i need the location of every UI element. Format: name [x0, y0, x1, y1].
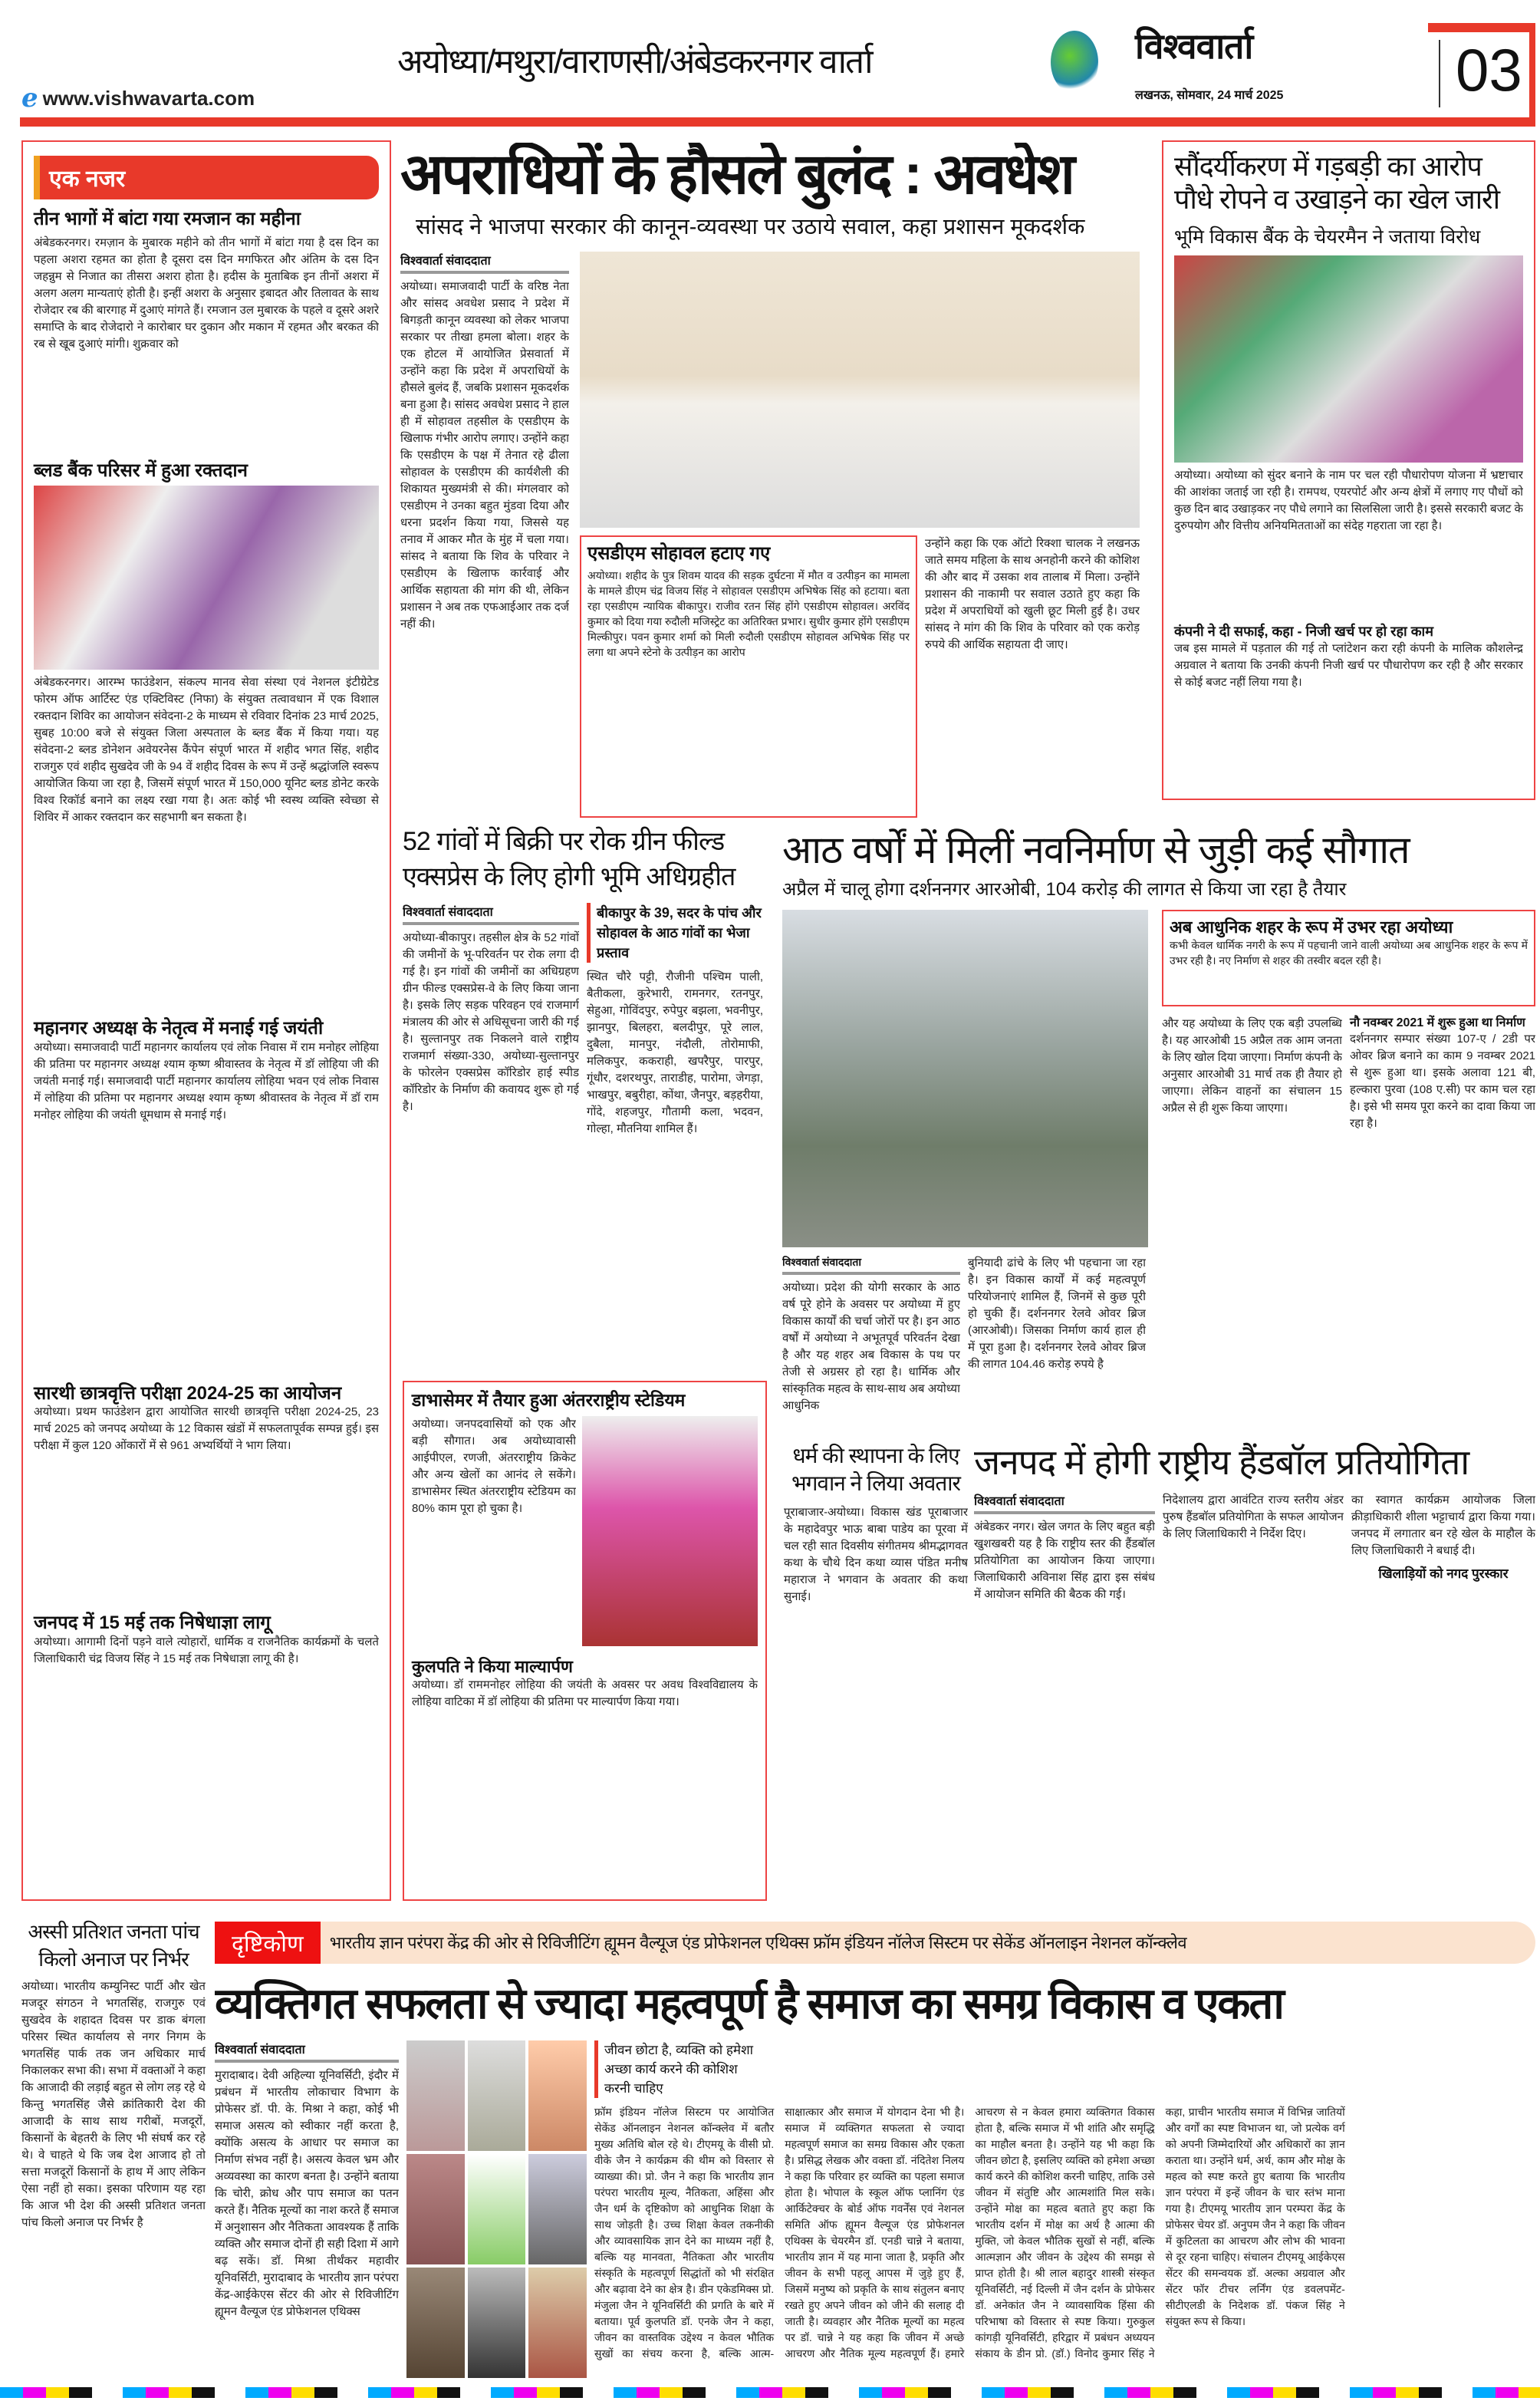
- aath-side: [1350, 1016, 1535, 1427]
- byline: विश्ववार्ता संवाददाता: [215, 2040, 399, 2063]
- sdm-removed-box: [580, 535, 917, 818]
- plantation-photo: [1174, 255, 1523, 463]
- box-body: कभी केवल धार्मिक नगरी के रूप में पहचानी जाने वाली अयोध्या अब आधुनिक शहर के रूप में उभर रही है। नए निर्माण से शहर की तस्वीर बदल रही है।: [1170, 938, 1528, 967]
- handball-story: [974, 1492, 1535, 1902]
- page-number-box: [1428, 23, 1535, 127]
- official-portrait-photo: [582, 1416, 758, 1646]
- dateline: लखनऊ, सोमवार, 24 मार्च 2025: [1135, 89, 1284, 102]
- story52: [403, 903, 767, 1373]
- box-body: अयोध्या। शहीद के पुत्र शिवम यादव की सड़क दुर्घटना में मौत व उत्पीड़न का मामला के मामले डीएम चंद्र विजय सिंह ने सोहावल एसडीएम अभिषेक सिंह को हटाया। बता रहा एसडीएम न्यायिक बीकापुर। राजीव रतन सिंह होंगे एसडीएम सोहावल। अरविंद कुमार को दिया गया रुदौली मजिस्ट्रेट का अतिरिक्त प्रभार। सुधीर कुमार होंगे एसडीएम मिल्कीपुर। पवन कुमार शर्मा को मिली रुदौली एसडीएम सोहावल अभिषेक सिंह पर लगा था अपने स्टेनो के उत्पीड़न का आरोप: [587, 568, 910, 658]
- story-body: पूराबाजार-अयोध्या। विकास खंड पूराबाजार के महादेवपुर भाऊ बाबा पाडेय का पूरवा में चल रही सात दिवसीय संगीतमय श्रीमद्भागवत कथा के चौथे दिन कथा व्यास पंडित मनीष महाराज ने भगवान के अवतार की कथा सुनाई।: [784, 1505, 968, 1603]
- masthead: [0, 0, 1540, 130]
- story-body: निदेशालय द्वारा आवंटित राज्य स्तरीय अंडर पुरुष हैंडबॉल प्रतियोगिता के सफल आयोजन के लिए जिलाधिकारी ने निर्देश दिए।: [1163, 1493, 1344, 1540]
- byline: विश्ववार्ता संवाददाता: [974, 1492, 1155, 1514]
- box-body: अयोध्या। जनपदवासियों को एक और बड़ी सौगात। अब अयोध्यावासी आईपीएल, रणजी, अंतरराष्ट्रीय क्रिकेट और अन्य खेलों का आनंद ले सकेंगे। डाभासेमर स्थित अंतरराष्ट्रीय स्टेडियम का 80% काम पूरा हो चुका है।: [412, 1418, 577, 1516]
- story-body: मुरादाबाद। देवी अहिल्या यूनिवर्सिटी, इंदौर में प्रबंधन में भारतीय लोकाचार विभाग के प्रोफेसर डॉ. पी. के. मिश्रा ने कहा, कोई भी समाज असत्य को स्वीकार नहीं करता है, क्योंकि असत्य के आधार पर समाज का निर्माण संभव नहीं है। असत्य केवल भ्रम और अव्यवस्था का कारण बनता है। उन्होंने बताया कि चोरी, क्रोध और पाप समाज का पतन करते हैं। नैतिक मूल्यों का नाश करते हैं समाज में अनुशासन और नैतिकता आवश्यक हैं ताकि व्यक्ति और समाज दोनों ही सही दिशा में आगे बढ़ सकें। डॉ. मिश्रा तीर्थंकर महावीर यूनिवर्सिटी, मुरादाबाद के भारतीय ज्ञान परंपरा केंद्र-आईकेएस सेंटर की ओर से रिविजीटिंग ह्यूमन वैल्यूज एंड प्रोफेशनल एथिक्स: [215, 2069, 399, 2319]
- story-body: अयोध्या। प्रदेश की योगी सरकार के आठ वर्ष पूरे होने के अवसर पर अयोध्या में हुए विकास कार्यों की चर्चा जोरों पर है। इन आठ वर्षों में अयोध्या ने अभूतपूर्व परिवर्तन देखा है और यह शहर अब विकास के पथ पर तेजी से अग्रसर हो रहा है। धार्मिक और सांस्कृतिक महत्व के साथ-साथ अब अयोध्या आधुनिक: [782, 1281, 960, 1413]
- story-title: महानगर अध्यक्ष के नेतृत्व में मनाई गई जयंती: [34, 1018, 324, 1039]
- lead-block: [400, 143, 1152, 818]
- bottom-story: [215, 2040, 1535, 2378]
- box-title: एसडीएम सोहावल हटाए गए: [587, 543, 771, 565]
- box-body: अयोध्या। डॉ राममनोहर लोहिया की जयंती के अवसर पर अवध विश्वविद्यालय के लोहिया वाटिका में डॉ लोहिया की प्रतिमा पर माल्यार्पण किया गया।: [412, 1678, 758, 1708]
- story-headline: अस्सी प्रतिशत जनता पांच किलो अनाज पर निर्भर: [28, 1920, 199, 1971]
- story-body: अंबेडकर नगर। खेल जगत के लिए बहुत बड़ी खुशखबरी यह है कि राष्ट्रीय स्तर की हैंडबॉल प्रतियोगिता का आयोजन किया जाएगा। जिलाधिकारी अविनाश सिंह द्वारा इस संबंध में आयोजन समिति की बैठक की गई।: [974, 1520, 1155, 1601]
- registration-bar: [0, 2387, 1540, 2398]
- story-headline: धर्म की स्थापना के लिए भगवान ने लिया अवतार: [791, 1444, 961, 1496]
- story-body: अंबेडकरनगर। आरम्भ फाउंडेशन, संकल्प मानव सेवा संस्था एवं नेशनल इंटीग्रेटेड फोरम ऑफ आर्टिस्ट एंड एक्टिविस्ट (निफा) के संयुक्त तत्वावधान में एक विशाल रक्तदान शिविर का आयोजन संवेदना-2 के माध्यम से रविवार दिनांक 23 मार्च 2025, सुबह 10:00 बजे से संयुक्त जिला अस्पताल के ब्लड बैंक में किया गया। यह संवेदना-2 ब्लड डोनेशन अवेयरनेस कैंपेन संपूर्ण भारत में शहीद भगत सिंह, शहीद राजगुरु एवं शहीद सुखदेव जी के 94 वें शहीद दिवस के रूप में उन्हें श्रद्धांजलि स्वरूप आयोजित किया जा रहा है, जिसमें संपूर्ण भारत में 150,000 यूनिट ब्लड डोनेट करके विश्व रिकॉर्ड बनाने का लक्ष्य रखा गया है। अतः कोई भी स्वस्थ व्यक्ति स्वेच्छा से शिविर में आकर रक्तदान कर सहभागी बन सकता है।: [34, 676, 379, 825]
- beautification-story: [1162, 140, 1535, 800]
- speaker-photo: [468, 2268, 526, 2378]
- story-headline: सौंदर्यीकरण में गड़बड़ी का आरोप पौधे रोपने व उखाड़ने का खेल जारी: [1174, 150, 1500, 216]
- speaker-photo: [406, 2040, 465, 2151]
- story-title: ब्लड बैंक परिसर में हुआ रक्तदान: [34, 459, 248, 481]
- speaker-photo: [528, 2040, 587, 2151]
- speaker-photo: [528, 2268, 587, 2378]
- story-body: फ्रॉम इंडियन नॉलेज सिस्टम पर आयोजित सेकेंड ऑनलाइन नेशनल कॉन्क्लेव में बतौर मुख्य अतिथि बोल रहे थे। टीएमयू के वीसी प्रो. वीके जैन ने कार्यक्रम की थीम को विस्तार से व्याख्या की। प्रो. जैन ने कहा कि भारतीय ज्ञान परंपरा भारतीय मूल्य, नैतिकता, अहिंसा और जैन धर्म के दृष्टिकोण को आधुनिक शिक्षा के साथ जोड़ती है। उच्च शिक्षा केवल तकनीकी और व्यावसायिक ज्ञान देने का माध्यम नहीं है, बल्कि यह मानवता, नैतिकता और भारतीय संस्कृति के महत्वपूर्ण सिद्धांतों को भी संरक्षित और बढ़ावा देने का क्षेत्र है। डीन एकेडमिक्स प्रो. मंजुला जैन ने यूनिवर्सिटी की प्रगति के बारे में बताया। पूर्व कुलपति डॉ. एनके जैन ने कहा, जीवन का वास्तविक उद्देश्य न केवल भौतिक सुखों का संचय करना है, बल्कि आत्म-साक्षात्कार और समाज में योगदान देना भी है। समाज में व्यक्तिगत सफलता से ज्यादा महत्वपूर्ण समाज का समग्र विकास और एकता है। प्रसिद्ध लेखक और वक्ता डॉ. नंदितेश निलय ने कहा कि परिवार हर व्यक्ति का पहला समाज होता है। भोपाल के स्कूल ऑफ प्लानिंग एंड आर्किटेक्चर के बोर्ड ऑफ गवर्नेंस एवं नेशनल समिति ऑफ ह्यूमन वैल्यूज एंड प्रोफेशनल एथिक्स के चेयरमैन डॉ. एनडी चान्ने ने बताया, भारतीय ज्ञान में यह माना जाता है, प्रकृति और जीवन के सभी पहलू आपस में जुड़े हुए हैं, जिसमें मनुष्य को प्रकृति के साथ संतुलन बनाए रखते हुए अपने जीवन को जीने की सलाह दी जाती है। व्यवहार और नैतिक मूल्यों का महत्व पर डॉ. चान्ने ने यह कहा कि जीवन में अच्छे आचरण और नैतिक मूल्य महत्वपूर्ण हैं। हमारे आचरण से न केवल हमारा व्यक्तिगत विकास होता है, बल्कि समाज में भी शांति और समृद्धि का माहौल बनता है। उन्होंने यह भी कहा कि जीवन छोटा है, इसलिए व्यक्ति को हमेशा अच्छा कार्य करने की कोशिश करनी चाहिए, ताकि उसे जीवन में संतुष्टि और आत्मशांति मिल सके। उन्होंने मोक्ष का महत्व बताते हुए कहा कि भारतीय दर्शन में मोक्ष का अर्थ है आत्मा की मुक्ति, जो केवल भौतिक सुखों से नहीं, बल्कि आत्मज्ञान और जीवन के उद्देश्य की समझ से प्राप्त होती है। श्री लाल बहादुर शास्त्री संस्कृत यूनिवर्सिटी, नई दिल्ली में जैन दर्शन के प्रोफेसर डॉ. अनेकांत जैन ने व्यावसायिक हिंसा की परिभाषा को विस्तार से स्पष्ट किया। गुरुकुल कांगड़ी यूनिवर्सिटी, हरिद्वार में प्रबंधन अध्ययन संकाय के डीन प्रो. (डॉ.) विनोद कुमार सिंह ने कहा, प्राचीन भारतीय समाज में विभिन्न जातियों और वर्गों का स्पष्ट विभाजन था, जो प्रत्येक वर्ग को अपनी जिम्मेदारियों और अधिकारों का ज्ञान कराता था। उन्होंने धर्म, अर्थ, काम और मोक्ष के महत्व को स्पष्ट करते हुए बताया कि भारतीय ज्ञान परंपरा में इन्हें जीवन के चार स्तंभ माना गया है। टीएमयू भारतीय ज्ञान परम्परा केंद्र के प्रोफेसर चेयर डॉ. अनुपम जैन ने कहा कि जीवन में कुटिलता का आचरण और लोभ की भावना से दूर रहना चाहिए। संचालन टीएमयू आईकेएस सेंटर की समन्वयक डॉ. अल्का अग्रवाल और सेंटर फॉर टीचर लर्निंग एंड डवलपमेंट-सीटीएलडी के निदेशक डॉ. पंकज सिंह ने संयुक्त रूप से किया।: [594, 2106, 1345, 2360]
- story-body: अयोध्या। समाजवादी पार्टी महानगर कार्यालय एवं लोक निवास में राम मनोहर लोहिया की प्रतिमा पर महानगर अध्यक्ष श्याम कृष्ण श्रीवास्तव के नेतृत्व में डॉ लोहिया जी की जयंती मनाई गई। समाजवादी पार्टी महानगर कार्यालय लोहिया भवन एवं लोक निवास में लोहिया की प्रतिमा पर महानगर अध्यक्ष श्याम कृष्ण श्रीवास्तव के नेतृत्व में डॉ राम मनोहर लोहिया की जयंती धूमधाम से मनाई गई।: [34, 1040, 379, 1121]
- story-body: का स्वागत कार्यक्रम आयोजक जिला क्रीड़ाधिकारी शीला भट्टाचार्य द्वारा किया गया। जनपद में लगातार बन रहे खेल के माहौल के लिए जिलाधिकारी ने बधाई दी।: [1351, 1493, 1535, 1557]
- story52-block: [403, 825, 767, 1373]
- aath-body-3: और यह अयोध्या के लिए एक बड़ी उपलब्धि है। यह आरओबी 15 अप्रैल तक आम जनता के लिए खोल दिया जाएगा। निर्माण कंपनी के अनुसार आरओबी 31 मार्च तक ही तैयार हो जाएगा। लेकिन वाहनों का संचालन 15 अप्रैल से ही शुरू किया जाएगा।: [1162, 1016, 1342, 1115]
- side-body: दर्शननगर सम्पार संख्या 107-ए / 2डी पर ओवर ब्रिज बनाने का काम 9 नवम्बर 2021 से शुरू हुआ था। इसके अलावा 121 बी, हल्कारा पुरवा (108 ए.सी) पर काम चल रहा है। इसे भी समय पूरा करने का दावा किया जा रहा है।: [1350, 1032, 1535, 1130]
- brand-logo-icon: [1051, 31, 1098, 94]
- aath-subhead: अप्रैल में चालू होगा दर्शननगर आरओबी, 104 करोड़ की लागत से किया जा रहा है तैयार: [782, 878, 1347, 900]
- dharm-story: [784, 1442, 968, 1902]
- pull-quote: बीकापुर के 39, सदर के पांच और सोहावल के आठ गांवों का भेजा प्रस्ताव: [587, 903, 763, 963]
- stadium-box: [403, 1381, 767, 1901]
- box-title: डाभासेमर में तैयार हुआ अंतरराष्ट्रीय स्टेडियम: [412, 1390, 686, 1410]
- box-subtitle: कुलपति ने किया माल्यार्पण: [412, 1657, 573, 1677]
- story-body: अयोध्या। अयोध्या को सुंदर बनाने के नाम पर चल रही पौधारोपण योजना में भ्रष्टाचार की आशंका जताई जा रही है। रामपथ, एयरपोर्ट और अन्य क्षेत्रों में लगाए गए पौधों को कुछ दिन बाद उखाड़कर नए पौधे लगाने का सिलसिला जारी है। इससे सरकारी बजट के दुरुपयोग और वित्तीय अनियमितताओं का संदेह गहराता जा रहा है।: [1174, 469, 1523, 533]
- story-body: अयोध्या। भारतीय कम्युनिस्ट पार्टी और खेत मजदूर संगठन ने भगतसिंह, राजगुरु एवं सुखदेव के शहादत दिवस पर डाक बंगला परिसर स्थित कार्यालय से नगर निगम के भगतसिंह पार्क तक जन अधिकार मार्च निकालकर सभा की। सभा में वक्ताओं ने कहा कि आजादी की लड़ाई बहुत से लोग लड़ रहे थे किन्तु भगतसिंह जैसे क्रांतिकारी देश की आजादी के साथ साथ गरीबों, मजदूरों, किसानों के बेहतरी के लिए भी संघर्ष कर रहे थे। वे चाहते थे कि जब देश आजाद हो तो सत्ता मजदूरों किसानों के हाथ में आए लेकिन ऐसा नहीं हो सका। इसका परिणाम यह रहा कि आज भी देश की अस्सी प्रतिशत जनता पांच किलो अनाज पर निर्भर है: [21, 1979, 206, 2229]
- page-number: 03: [1456, 36, 1522, 104]
- lead-body: अयोध्या। समाजवादी पार्टी के वरिष्ठ नेता और सांसद अवधेश प्रसाद ने प्रदेश में बिगड़ती कानून व्यवस्था को लेकर भाजपा सरकार पर तीखा हमला बोला। शहर के एक होटल में आयोजित प्रेसवार्ता में उन्होंने कहा कि प्रदेश में अपराधियों के हौसले बुलंद हैं, जबकि प्रशासन मूकदर्शक बना हुआ है। सांसद अवधेश प्रसाद ने हाल ही में सोहावल तहसील के एसडीएम के खिलाफ गंभीर आरोप लगाए। उन्होंने कहा कि एसडीएम के पक्ष में तेनात रहे ढीला सोहावल के एसडीएम की कार्यशैली की शिकायत मुख्यमंत्री से की। मंगलवार को एसडीएम ने उनका बहुत मुंडवा दिया और धरना प्रदर्शन किया गया, जिससे यह तनाव में आकर मौत के मुंह में चला गया। सांसद ने बताया कि शिव के परिवार ने एसडीएम के खिलाफ कार्रवाई और आर्थिक सहायता की मांग की थी, लेकिन प्रशासन ने अब तक एफआईआर तक दर्ज नहीं की।: [400, 280, 569, 631]
- story-body: बुनियादी ढांचे के लिए भी पहचाना जा रहा है। इन विकास कार्यों में कई महत्वपूर्ण परियोजनाएं शामिल हैं, जिनमें से कुछ पूरी हो चुकी हैं। दर्शननगर रेलवे ओवर ब्रिज (आरओबी)। जिसका निर्माण कार्य हाल ही में पूरा हुआ है। दर्शननगर रेलवे ओवर ब्रिज की लागत 104.46 करोड़ रुपये है: [968, 1256, 1146, 1372]
- byline: विश्ववार्ता संवाददाता: [782, 1255, 960, 1275]
- speaker-photo: [406, 2268, 465, 2378]
- pull-quote: जीवन छोटा है, व्यक्ति को हमेशा अच्छा कार्य करने की कोशिश करनी चाहिए: [594, 2040, 763, 2098]
- handball-block: [974, 1442, 1535, 1902]
- story-title: तीन भागों में बांटा गया रमजान का महीना: [34, 209, 301, 229]
- byline: विश्ववार्ता संवाददाता: [400, 252, 569, 274]
- story52-headline: 52 गांवों में बिक्री पर रोक ग्रीन फील्ड एक्सप्रेस के लिए होगी भूमि अधिग्रहीत: [403, 827, 735, 891]
- box-title: अब आधुनिक शहर के रूप में उभर रहा अयोध्या: [1170, 917, 1453, 937]
- story-title: जनपद में 15 मई तक निषेधाज्ञा लागू: [34, 1612, 271, 1634]
- rob-aerial-photo: [782, 910, 1148, 1247]
- story-body: अयोध्या-बीकापुर। तहसील क्षेत्र के 52 गांवों की जमीनों के भू-परिवर्तन पर रोक लगा दी गई है। इन गांवों की जमीनों का अधिग्रहण ग्रीन फील्ड एक्सप्रेस-वे के लिए किया जाना है। इसके लिए सड़क परिवहन एवं राजमार्ग मंत्रालय की ओर से अधिसूचना जारी की गई है। सुल्तानपुर तक निकलने वाले राष्ट्रीय राजमार्ग संख्या-330, अयोध्या-सुल्तानपुर के फोरलेन एक्सप्रेस कॉरिडोर हाई स्पीड कॉरिडोर के निर्माण की कवायद शुरू हो गई है।: [403, 930, 579, 1113]
- masthead-rule: [20, 117, 1535, 127]
- modern-city-box: [1162, 910, 1535, 1006]
- story-body: स्थित चौरे पट्टी, रौजीनी पश्चिम पाली, बैतीकला, कुरेभारी, रामनगर, रतनपुर, सेहुआ, गोविंदपुर, रुपेपुर बझला, भवनीपुर, झानपुर, बिलहरा, बलदीपुर, पूरे लाल, दुबैला, मानपुर, नंदौली, तोरोमाफी, मलिकपुर, ककराही, खपरैपुर, पारपुर, गूंधौर, दशरथपुर, ताराडीह, पारोमा, जेगड़ा, भाखपुर, बबुरीहा, कोंथा, जैनपुर, बड़हरीया, गोंदे, शहजपुर, गौतामी कला, भदवन, गोल्हा, मौतनिया शामिल हैं।: [587, 970, 763, 1135]
- story-subtitle: कंपनी ने दी सफाई, कहा - निजी खर्च पर हो रहा काम: [1174, 624, 1433, 640]
- story-body: अयोध्या। आगामी दिनों पड़ने वाले त्योहारों, धार्मिक व राजनैतिक कार्यक्रमों के चलते जिलाधिकारी चंद्र विजय सिंह ने 15 मई तक निषेधाज्ञा लागू की है।: [34, 1635, 379, 1665]
- drishtikon-tag: दृष्टिकोण: [215, 1922, 321, 1964]
- aath-block: [782, 828, 1535, 1427]
- drishtikon-banner: [215, 1922, 1535, 1964]
- story-title: सारथी छात्रवृत्ति परीक्षा 2024-25 का आयोजन: [34, 1382, 342, 1404]
- speaker-photos: [406, 2040, 587, 2378]
- website[interactable]: e www.vishwavarta.com: [21, 83, 255, 114]
- brand-name: विश्ववार्ता: [1135, 26, 1253, 66]
- side-title: नौ नवम्बर 2021 में शुरू हुआ था निर्माण: [1350, 1016, 1525, 1029]
- aath-body-1: [782, 1255, 1148, 1427]
- lead-subhead: सांसद ने भाजपा सरकार की कानून-व्यवस्था पर उठाये सवाल, कहा प्रशासन मूकदर्शक: [416, 215, 1085, 240]
- story-body: अंबेडकरनगर। रमज़ान के मुबारक महीने को तीन भागों में बांटा गया है दस दिन का पहला अशरा रहमत का होता है दूसरा दस दिन मगफिरत और अंतिम के दस दिन जहन्नुम से निजात का तीसरा अशरा होता है। हदीस के मुताबिक इन तीनों अशरा में अलग अलग मान्यताएं होती है। इन्हीं अशरा के अनुसार इबादत और तिलावत के साथ रोजेदार रब की बारगाह में दुआएं मांगते हैं। रमजान उल मुबारक के पहले व दूसरे अशरे समाप्ति के बाद रोजेदारो ने कारोबार घर दुकान और मकान में रहमत और बरकत की रब से खूब दुआएं मांगी। शुक्रवार को: [34, 235, 379, 351]
- speaker-photo: [406, 2154, 465, 2264]
- tmu-logo: [468, 2154, 526, 2264]
- story-body: अयोध्या। प्रथम फाउंडेशन द्वारा आयोजित सारथी छात्रवृत्ति परीक्षा 2024-25, 23 मार्च 2025 को जनपद अयोध्या के 12 विकास खंडों में सफलतापूर्वक सम्पन्न हुई। इस परीक्षा में कुल 120 ओंकारों में से 961 अभ्यर्थियों ने भाग लिया।: [34, 1405, 379, 1453]
- speaker-photo: [528, 2154, 587, 2264]
- ek-nazar-column: [21, 140, 391, 1901]
- bottom-headline: व्यक्तिगत सफलता से ज्यादा महत्वपूर्ण है समाज का समग्र विकास व एकता: [215, 1979, 1283, 2027]
- bottom-left-story: [21, 1918, 206, 2378]
- press-conference-photo: [580, 252, 1140, 528]
- lead-body-continued: उन्होंने कहा कि एक ऑटो रिक्शा चालक ने लखनऊ जाते समय महिला के साथ अनहोनी करने की कोशिश की और बाद में उसका शव तालाब में मिला। उन्होंने प्रशासन की नाकामी पर सवाल उठाते हुए कहा कि प्रदेश में अपराधियों को खुली छूट मिली हुई है। उधर सांसद ने मांग की कि शिव के परिवार को एक करोड़ रुपये की आर्थिक सहायता दी जाए।: [925, 537, 1140, 652]
- bottom-main: [215, 1922, 1535, 2378]
- lead-story: [400, 252, 569, 818]
- story-subtitle: खिलाड़ियों को नगद पुरस्कार: [1378, 1566, 1509, 1581]
- lead-headline: अपराधियों के हौसले बुलंद : अवधेश: [400, 143, 1073, 206]
- story-body: जब इस मामले में पड़ताल की गई तो प्लांटेशन करा रही कंपनी के मालिक कौशलेन्द्र अग्रवाल ने बताया कि उनकी कंपनी निजी खर्च पर पौधारोपण कर रही है और सरकार से कोई बजट नहीं लिया गया है।: [1174, 642, 1523, 690]
- story-subhead: भूमि विकास बैंक के चेयरमैन ने जताया विरोध: [1174, 226, 1481, 249]
- ie-logo-icon: e: [21, 83, 38, 114]
- section-title: अयोध्या/मथुरा/वाराणसी/अंबेडकरनगर वार्ता: [397, 43, 872, 81]
- ek-nazar-tag: एक नजर: [34, 156, 379, 199]
- banner-text: भारतीय ज्ञान परंपरा केंद्र की ओर से रिविजीटिंग ह्यूमन वैल्यूज एंड प्रोफेशनल एथिक्स फ्रॉम इंडियन नॉलेज सिस्टम पर सेकेंड ऑनलाइन नेशनल कॉन्क्लेव: [329, 1932, 1187, 1952]
- aath-headline: आठ वर्षों में मिलीं नवनिर्माण से जुड़ी कई सौगात: [782, 828, 1410, 871]
- blood-donation-photo: [34, 486, 379, 670]
- byline: विश्ववार्ता संवाददाता: [403, 903, 579, 925]
- handball-headline: जनपद में होगी राष्ट्रीय हैंडबॉल प्रतियोगिता: [974, 1442, 1469, 1482]
- speaker-photo: [468, 2040, 526, 2151]
